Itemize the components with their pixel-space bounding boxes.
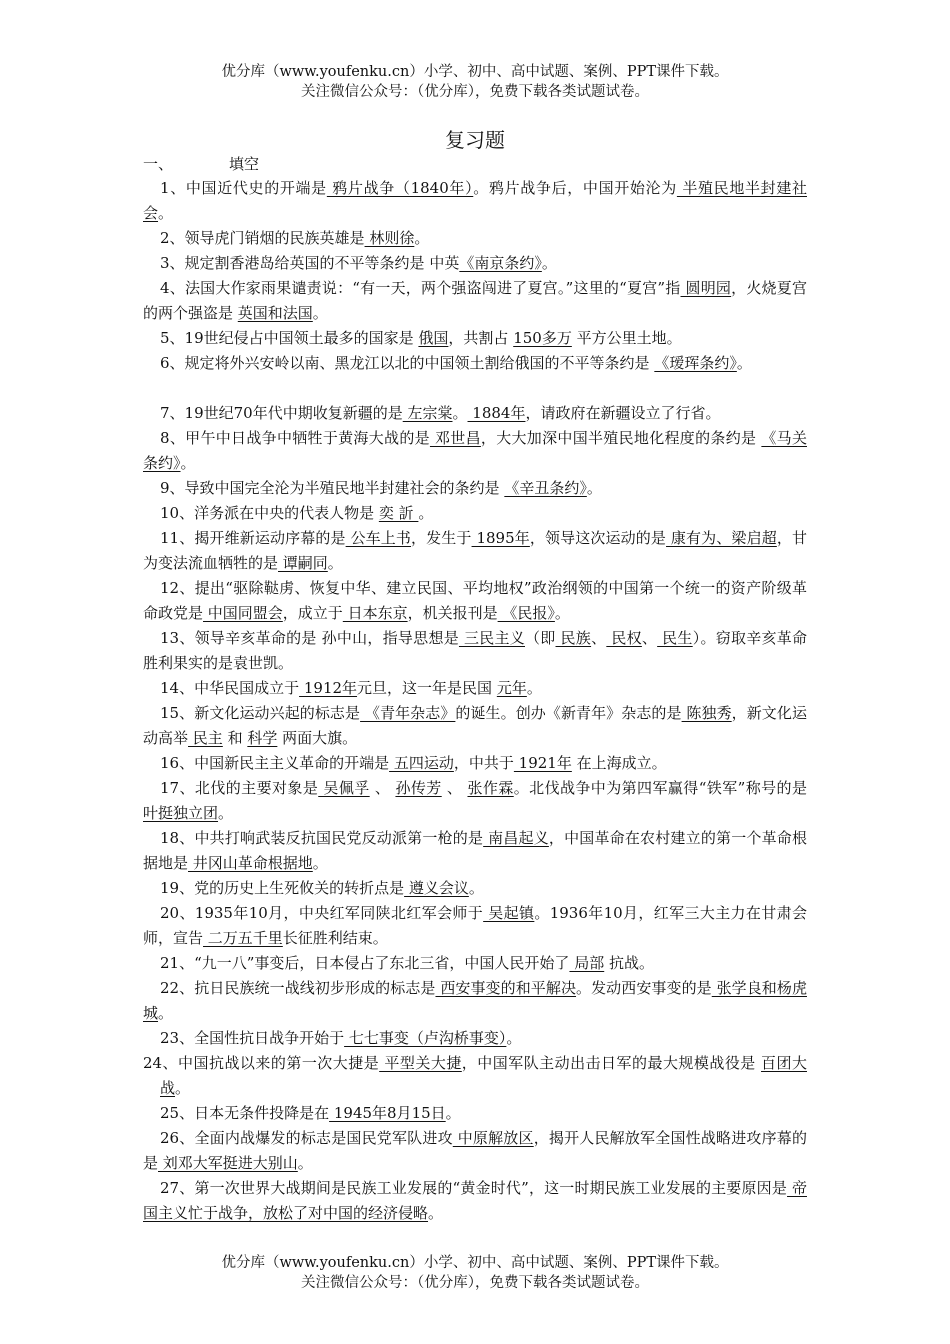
question-text: 。	[541, 254, 557, 272]
question-text: （即	[525, 629, 556, 647]
answer-text: 井冈山革命根据地	[188, 854, 313, 872]
question-text: 。	[452, 404, 468, 422]
fill-in-question	[143, 901, 807, 951]
answer-text: 《青年杂志》	[360, 704, 456, 722]
fill-in-question	[143, 326, 807, 351]
question-text: 16、中国新民主主义革命的开端是	[160, 754, 390, 772]
question-text: ，大大加深中国半殖民地化程度的条约是	[480, 429, 762, 447]
answer-text: 张学良和杨虎城	[143, 979, 807, 1022]
question-text: 。	[586, 479, 602, 497]
answer-text: 公车上书	[345, 529, 412, 547]
question-text: 12、提出“驱除鞑虏、恢复中华、建立民国、平均地权”政治纲领的中国第一个统一的资产阶级革命政党是	[143, 579, 807, 622]
question-text: 长征胜利结束。	[282, 929, 388, 947]
question-text: 7、19世纪70年代中期收复新疆的是	[160, 404, 403, 422]
question-text: 。	[175, 1079, 191, 1097]
question-text: 18、中共打响武装反抗国民党反动派第一枪的是	[160, 829, 484, 847]
question-text: 、	[369, 779, 396, 797]
answer-text: 元年	[496, 679, 527, 697]
fill-in-question	[143, 826, 807, 876]
answer-text: 1945年8月15日	[329, 1104, 446, 1122]
fill-in-question	[143, 776, 807, 826]
answer-text: 1884年	[467, 404, 526, 422]
question-text: ，甘为变法流血牺牲的是	[143, 529, 807, 572]
answer-text: 五四运动	[389, 754, 454, 772]
question-text: ，机关报刊是	[407, 604, 498, 622]
question-text: ，发生于	[411, 529, 472, 547]
question-text: 10、洋务派在中央的代表人物是	[160, 504, 379, 522]
question-text: 、	[591, 629, 607, 647]
question-text: ，请政府在新疆设立了行省。	[525, 404, 721, 422]
question-text: ，中共于	[453, 754, 514, 772]
question-text: 。	[414, 229, 430, 247]
question-text: 。北伐战争中为第四军赢得“铁军”称号的是	[513, 779, 807, 797]
question-text: ，共割占	[448, 329, 514, 347]
question-text: 17、北伐的主要对象是	[160, 779, 319, 797]
section-number: 一、	[143, 155, 174, 173]
answer-text: 科学	[247, 729, 278, 747]
answer-text: 二万五千里	[203, 929, 283, 947]
answer-text: 民权	[606, 629, 642, 647]
answer-text: 吴起镇	[483, 904, 535, 922]
question-text: 平方公里土地。	[571, 329, 682, 347]
fill-in-question	[143, 501, 807, 526]
answer-text: 吴佩孚	[318, 779, 370, 797]
answer-text: 平型关大捷	[379, 1054, 462, 1072]
answer-text: 三民主义	[458, 629, 525, 647]
fill-in-question	[143, 751, 807, 776]
answer-text: 半殖民地半封建社会	[143, 179, 807, 222]
header-line-1: 优分库（www.youfenku.cn）小学、初中、高中试题、案例、PPT课件下载。	[221, 64, 729, 80]
question-text: 。	[418, 504, 434, 522]
fill-in-question	[143, 401, 807, 426]
answer-text: 遵义会议	[404, 879, 469, 897]
question-text: ，成立于	[282, 604, 343, 622]
fill-in-question	[143, 976, 807, 1026]
question-text: 。	[468, 879, 484, 897]
answer-text: 百团大战	[160, 1054, 807, 1097]
question-text: 。	[297, 1154, 313, 1172]
question-text: 的诞生。创办《新青年》杂志的是	[455, 704, 682, 722]
answer-text: 《马关条约》	[143, 429, 807, 472]
question-text: 。	[312, 304, 328, 322]
answer-text: 帝国主义忙于战争，放松了对中国的经济侵略	[143, 1179, 807, 1222]
fill-in-question	[143, 476, 807, 501]
question-text: 在上海成立。	[571, 754, 667, 772]
question-text: 8、甲午中日战争中牺牲于黄海大战的是	[160, 429, 430, 447]
question-text: 26、全面内战爆发的标志是国民党军队进攻	[160, 1129, 453, 1147]
fill-in-question	[143, 951, 807, 976]
answer-text: 康有为、梁启超	[666, 529, 777, 547]
question-text: 。	[180, 454, 196, 472]
question-text: 。	[736, 354, 752, 372]
fill-in-question	[143, 576, 807, 626]
answer-text: 中国同盟会	[203, 604, 283, 622]
question-text: 。	[312, 854, 328, 872]
question-text: 。发动西安事变的是	[576, 979, 712, 997]
fill-in-question	[143, 351, 807, 376]
question-text: 9、导致中国完全沦为半殖民地半封建社会的条约是	[160, 479, 505, 497]
footer-line-1: 优分库（www.youfenku.cn）小学、初中、高中试题、案例、PPT课件下载。	[221, 1255, 729, 1271]
question-text: 15、新文化运动兴起的标志是	[160, 704, 361, 722]
question-text: 元旦，这一年是民国	[357, 679, 497, 697]
answer-text: 150多万	[513, 329, 572, 347]
question-text: 3、规定割香港岛给英国的不平等条约是 中英	[160, 254, 460, 272]
answer-text: 民主	[188, 729, 223, 747]
answer-text: 西安事变的和平解决	[435, 979, 577, 997]
question-text: 两面大旗。	[277, 729, 358, 747]
answer-text: 左宗棠	[402, 404, 453, 422]
fill-in-question	[143, 276, 807, 326]
question-text: 。	[428, 1204, 444, 1222]
answer-text: 刘邓大军挺进大别山	[158, 1154, 298, 1172]
question-text: 、	[641, 629, 658, 647]
question-text: 21、“九一八”事变后，日本侵占了东北三省，中国人民开始了	[160, 954, 570, 972]
fill-in-question	[143, 1176, 807, 1226]
page-title: 复习题	[445, 128, 505, 152]
question-text: 11、揭开维新运动序幕的是	[160, 529, 346, 547]
answer-text: 《辛丑条约》	[504, 479, 587, 497]
question-text: 14、中华民国成立于	[160, 679, 300, 697]
section-heading	[143, 153, 259, 174]
answer-text: 中原解放区	[452, 1129, 534, 1147]
question-text: 。	[554, 604, 570, 622]
answer-text: 英国和法国	[237, 304, 313, 322]
fill-in-question	[143, 426, 807, 476]
fill-in-question	[143, 701, 807, 751]
answer-text: 民族	[555, 629, 592, 647]
question-text: ，领导这次运动的是	[529, 529, 667, 547]
question-text: ，中国革命在农村建立的第一个革命根据地是	[143, 829, 807, 872]
question-text: 。	[506, 1029, 522, 1047]
question-text: 25、日本无条件投降是在	[160, 1104, 330, 1122]
question-text: 6、规定将外兴安岭以南、黑龙江以北的中国领土割给俄国的不平等条约是	[160, 354, 655, 372]
footer-line-2: 关注微信公众号：（优分库），免费下载各类试题试卷。	[301, 1275, 649, 1291]
question-text: 。	[218, 804, 234, 822]
answer-text: 《瑷珲条约》	[654, 354, 737, 372]
fill-in-question	[143, 176, 807, 226]
fill-in-question	[143, 1101, 807, 1126]
question-text: 。	[445, 1104, 461, 1122]
question-text: 和	[222, 729, 248, 747]
question-text: 。	[526, 679, 542, 697]
question-text: 。1936年10月，红军三大主力在甘肃会师，宣告	[143, 904, 807, 947]
answer-text: 奕 訢	[378, 504, 419, 522]
answer-text: 孙传芳	[395, 779, 442, 797]
question-text: ，揭开人民解放军全国性战略进攻序幕的是	[143, 1129, 807, 1172]
question-text: 。	[327, 554, 343, 572]
question-text: ，火烧夏宫的两个强盗是	[143, 279, 807, 322]
answer-text: 俄国	[418, 329, 449, 347]
question-text: 、	[441, 779, 468, 797]
answer-text: 南昌起义	[483, 829, 549, 847]
question-text: 19、党的历史上生死攸关的转折点是	[160, 879, 405, 897]
answer-text: 林则徐	[364, 229, 415, 247]
answer-text: 谭嗣同	[278, 554, 328, 572]
question-text: 22、抗日民族统一战线初步形成的标志是	[160, 979, 436, 997]
answer-text: 鸦片战争（1840年）	[326, 179, 474, 197]
answer-text: 民生	[657, 629, 693, 647]
header-line-2: 关注微信公众号：（优分库），免费下载各类试题试卷。	[301, 84, 649, 100]
fill-in-question	[143, 1026, 807, 1051]
fill-in-question	[143, 876, 807, 901]
answer-text: 陈独秀	[681, 704, 732, 722]
fill-in-question	[143, 626, 807, 676]
question-text: ）。窃取辛亥革命胜利果实的是袁世凯。	[143, 629, 807, 672]
question-text: 4、法国大作家雨果谴责说：“有一天，两个强盗闯进了夏宫。”这里的“夏宫”指	[160, 279, 681, 297]
question-text: ，新文化运动高举	[143, 704, 807, 747]
answer-text: 张作霖	[467, 779, 514, 797]
question-text: 1、中国近代史的开端是	[160, 179, 327, 197]
question-text: 。鸦片战争后，中国开始沦为	[473, 179, 677, 197]
question-text: 抗战。	[604, 954, 654, 972]
answer-text: 七七事变（卢沟桥事变）	[344, 1029, 507, 1047]
question-text: 2、领导虎门销烟的民族英雄是	[160, 229, 365, 247]
question-text: 27、第一次世界大战期间是民族工业发展的“黄金时代”，这一时期民族工业发展的主要原因是	[160, 1179, 788, 1197]
fill-in-question	[143, 251, 807, 276]
section-label: 填空	[229, 155, 260, 173]
fill-in-question	[143, 676, 807, 701]
answer-text: 叶挺独立团	[143, 804, 219, 822]
answer-text: 1912年	[299, 679, 358, 697]
answer-text: 1895年	[471, 529, 530, 547]
answer-text: 《南京条约》	[459, 254, 542, 272]
answer-text: 邓世昌	[429, 429, 481, 447]
question-text: ，中国军队主动出击日军的最大规模战役是	[461, 1054, 762, 1072]
question-text: 13、领导辛亥革命的是 孙中山，指导思想是	[160, 629, 459, 647]
fill-in-question	[143, 526, 807, 576]
answer-text: 圆明园	[680, 279, 732, 297]
fill-in-question	[143, 1051, 807, 1101]
question-text: 23、全国性抗日战争开始于	[160, 1029, 345, 1047]
fill-in-question	[143, 1126, 807, 1176]
question-text: 。	[158, 1004, 174, 1022]
question-text: 。	[158, 204, 174, 222]
question-text: 5、19世纪侵占中国领土最多的国家是	[160, 329, 419, 347]
answer-text: 局部	[569, 954, 605, 972]
fill-in-question	[143, 226, 807, 251]
answer-text: 日本东京	[342, 604, 408, 622]
question-text: 20、1935年10月，中央红军同陕北红军会师于	[160, 904, 484, 922]
answer-text: 1921年	[513, 754, 572, 772]
answer-text: 《民报》	[497, 604, 555, 622]
question-text: 24、中国抗战以来的第一次大捷是	[143, 1054, 380, 1072]
